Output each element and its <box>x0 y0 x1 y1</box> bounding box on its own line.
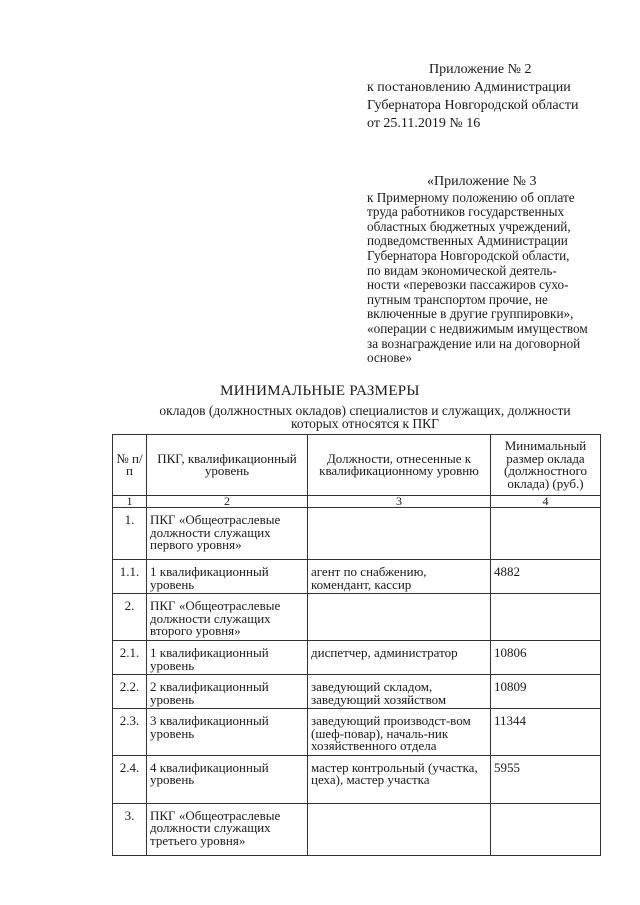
row-salary <box>491 508 601 560</box>
row-group: ПКГ «Общеотраслевые должности служащих третьего уровня» <box>147 803 308 855</box>
table-row <box>113 709 601 756</box>
row-salary <box>491 594 601 641</box>
header-positions: Должности, отнесенные к квалификационному уровню <box>308 435 491 496</box>
row-group: 1 квалификационный уровень <box>147 560 308 594</box>
row-number: 1. <box>113 508 147 560</box>
table-row <box>113 641 601 675</box>
row-positions: заведующий складом, заведующий хозяйством <box>308 675 491 709</box>
appendix-3-line: по видам экономической деятель- <box>367 262 557 278</box>
table-row <box>113 508 601 560</box>
appendix-2-header <box>367 61 617 133</box>
column-numbers-row <box>113 496 601 508</box>
row-number: 2.1. <box>113 641 147 675</box>
row-group: ПКГ «Общеотраслевые должности служащих первого уровня» <box>147 508 308 560</box>
column-number: 1 <box>113 496 147 508</box>
subtitle-line-2: которых относятся к ПКГ <box>291 416 439 431</box>
row-number: 2. <box>113 594 147 641</box>
table-row <box>113 675 601 709</box>
row-salary: 10806 <box>491 641 601 675</box>
row-number: 2.3. <box>113 709 147 756</box>
appendix-3-line: включенные в другие группировки», <box>367 306 574 322</box>
row-number: 1.1. <box>113 560 147 594</box>
appendix-2-line: к постановлению Администрации <box>367 80 571 95</box>
appendix-3-line: ности «перевозки пассажиров сухо- <box>367 277 569 293</box>
header-number: № п/п <box>113 435 147 496</box>
table-row <box>113 803 601 855</box>
table-header-row <box>113 435 601 496</box>
row-positions <box>308 594 491 641</box>
row-positions: заведующий производст-вом (шеф-повар), началь-ник хозяйственного отдела <box>308 709 491 756</box>
row-positions <box>308 508 491 560</box>
row-group: 4 квалификационный уровень <box>147 755 308 803</box>
appendix-2-line: Губернатора Новгородской области <box>367 98 579 113</box>
header-group: ПКГ, квалификационный уровень <box>147 435 308 496</box>
appendix-2-date-line: от 25.11.2019 № 16 <box>367 116 481 131</box>
appendix-3-line: подведомственных Администрации <box>367 233 568 249</box>
document-title: МИНИМАЛЬНЫЕ РАЗМЕРЫ <box>220 383 420 399</box>
appendix-3-line: основе» <box>367 350 413 366</box>
appendix-2-title: Приложение № 2 <box>429 62 532 77</box>
row-number: 2.4. <box>113 755 147 803</box>
row-group: ПКГ «Общеотраслевые должности служащих второго уровня» <box>147 594 308 641</box>
appendix-3-line: к Примерному положению об оплате <box>367 189 575 205</box>
document-subtitle <box>0 404 640 430</box>
salary-table <box>112 434 601 856</box>
column-number: 4 <box>491 496 601 508</box>
table-row <box>113 594 601 641</box>
row-positions: мастер контрольный (участка, цеха), мастер участка <box>308 755 491 803</box>
table-row <box>113 755 601 803</box>
row-salary: 4882 <box>491 560 601 594</box>
row-group: 1 квалификационный уровень <box>147 641 308 675</box>
column-number: 3 <box>308 496 491 508</box>
row-salary: 10809 <box>491 675 601 709</box>
row-group: 2 квалификационный уровень <box>147 675 308 709</box>
appendix-3-title: «Приложение № 3 <box>427 174 537 189</box>
row-salary: 5955 <box>491 755 601 803</box>
header-salary: Минимальный размер оклада (должностного оклада) (руб.) <box>491 435 601 496</box>
row-salary <box>491 803 601 855</box>
appendix-3-line: труда работников государственных <box>367 204 565 220</box>
row-number: 3. <box>113 803 147 855</box>
row-positions: диспетчер, администратор <box>308 641 491 675</box>
column-number: 2 <box>147 496 308 508</box>
appendix-3-line: областных бюджетных учреждений, <box>367 218 571 234</box>
row-positions <box>308 803 491 855</box>
appendix-3-header <box>367 175 617 366</box>
table-row <box>113 560 601 594</box>
row-salary: 11344 <box>491 709 601 756</box>
appendix-3-line: «операции с недвижимым имуществом <box>367 320 588 336</box>
appendix-3-line: путным транспортом прочие, не <box>367 291 548 307</box>
appendix-3-line: Губернатора Новгородской области, <box>367 247 570 263</box>
row-positions: агент по снабжению, комендант, кассир <box>308 560 491 594</box>
appendix-3-line: за вознаграждение или на договорной <box>367 335 581 351</box>
subtitle-line-1: окладов (должностных окладов) специалистов и служащих, должности <box>159 403 571 418</box>
row-group: 3 квалификационный уровень <box>147 709 308 756</box>
row-number: 2.2. <box>113 675 147 709</box>
